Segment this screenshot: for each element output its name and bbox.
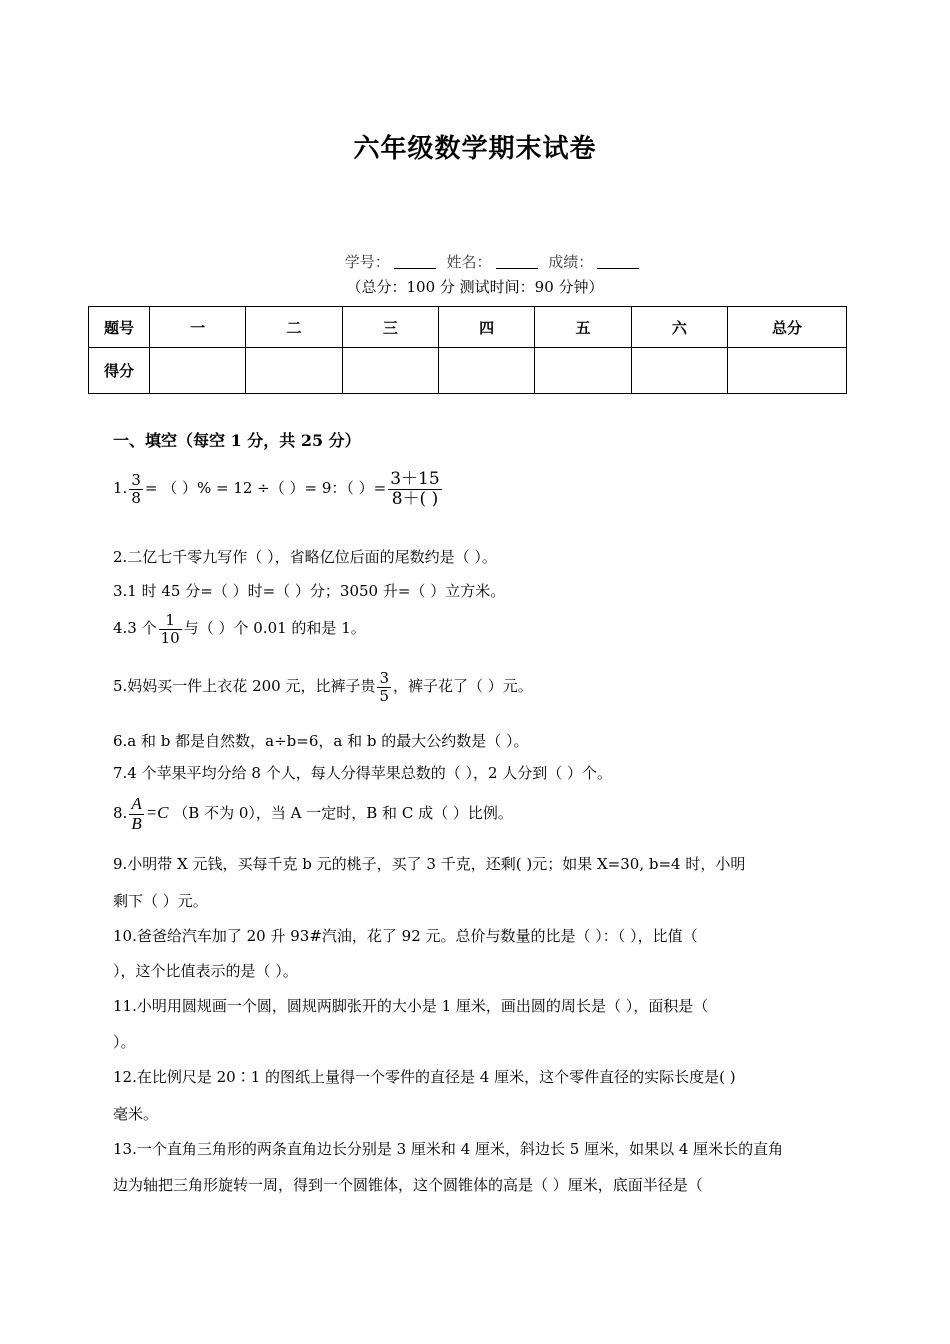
exam-subtitle: （总分：100 分 测试时间：90 分钟） bbox=[346, 278, 604, 296]
question-13-line-1: 13.一个直角三角形的两条直角边长分别是 3 厘米和 4 厘米，斜边长 5 厘米，如果以 4 厘米长的直角 bbox=[113, 1140, 784, 1158]
question-3: 3.1 时 45 分=（ ）时=（ ）分；3050 升=（ ）立方米。 bbox=[113, 582, 506, 600]
question-6: 6.a 和 b 都是自然数，a÷b=6，a 和 b 的最大公约数是（ ）。 bbox=[113, 732, 529, 750]
question-7: 7.4 个苹果平均分给 8 个人，每人分得苹果总数的（ ），2 人分到（ ）个。 bbox=[113, 764, 613, 782]
student-name-label: 姓名： bbox=[446, 253, 492, 271]
score-table-header-row bbox=[89, 307, 847, 348]
question-5: 5.妈妈买一件上衣花 200 元，比裤子贵 $\frac{3}{5}$ ，裤子花了（ ）元。 bbox=[113, 669, 533, 705]
score-cell[interactable] bbox=[246, 348, 342, 394]
fraction: $\frac{A}{B}$ bbox=[131, 794, 142, 833]
question-11-line-2: ）。 bbox=[113, 1033, 136, 1051]
score-cell[interactable] bbox=[631, 348, 727, 394]
header-cell: 四 bbox=[438, 307, 534, 348]
question-4: 4.3 个 $\frac{1}{10}$ 与（ ）个 0.01 的和是 1。 bbox=[113, 611, 366, 647]
score-cell[interactable] bbox=[728, 348, 847, 394]
score-cell[interactable] bbox=[150, 348, 246, 394]
fraction: $\frac{3}{5}$ bbox=[379, 669, 390, 705]
header-cell: 总分 bbox=[728, 307, 847, 348]
student-id-label: 学号： bbox=[344, 253, 390, 271]
question-2: 2.二亿七千零九写作（ ），省略亿位后面的尾数约是（ ）。 bbox=[113, 548, 497, 566]
score-blank[interactable] bbox=[597, 254, 639, 269]
score-table bbox=[88, 306, 847, 394]
student-name-blank[interactable] bbox=[496, 254, 538, 269]
fraction: $\frac{3}{8}$ bbox=[131, 471, 141, 507]
student-info bbox=[0, 251, 950, 272]
question-13-line-2: 边为轴把三角形旋转一周，得到一个圆锥体，这个圆锥体的高是（ ）厘米，底面半径是（ bbox=[113, 1176, 703, 1194]
question-9-line-1: 9.小明带 X 元钱，买每千克 b 元的桃子，买了 3 千克，还剩( )元；如果 X=30, b=4 时，小明 bbox=[113, 855, 746, 873]
fraction: $\frac{1}{10}$ bbox=[160, 611, 180, 647]
header-cell: 题号 bbox=[89, 307, 150, 348]
score-cell[interactable] bbox=[438, 348, 534, 394]
row-label-cell: 得分 bbox=[89, 348, 150, 394]
question-8: 8. $\frac{A}{B}$ =C （B 不为 0），当 A 一定时，B 和 C 成（ ）比例。 bbox=[113, 794, 513, 833]
question-12-line-1: 12.在比例尺是 20∶1 的图纸上量得一个零件的直径是 4 厘米，这个零件直径的实际长度是( ) bbox=[113, 1068, 736, 1086]
question-9-line-2: 剩下（ ）元。 bbox=[113, 892, 208, 910]
header-cell: 六 bbox=[631, 307, 727, 348]
page-title: 六年级数学期末试卷 bbox=[353, 134, 597, 164]
header-cell: 一 bbox=[150, 307, 246, 348]
score-cell[interactable] bbox=[535, 348, 631, 394]
header-cell: 三 bbox=[342, 307, 438, 348]
section-1-title: 一、填空（每空 1 分，共 25 分） bbox=[113, 431, 361, 450]
fraction: $\frac{3+15}{8+( )}$ bbox=[390, 469, 440, 509]
question-10-line-2: ），这个比值表示的是（ ）。 bbox=[113, 962, 298, 980]
header-cell: 二 bbox=[246, 307, 342, 348]
question-1: 1. $\frac{3}{8}$ = （ ）% = 12 ÷（ ）= 9：（ ）= $\frac{3+15}{8+( )}$ bbox=[113, 469, 440, 509]
question-10-line-1: 10.爸爸给汽车加了 20 升 93#汽油，花了 92 元。总价与数量的比是（ ）：（ ），比值（ bbox=[113, 927, 698, 945]
score-cell[interactable] bbox=[342, 348, 438, 394]
student-id-blank[interactable] bbox=[394, 254, 436, 269]
question-11-line-1: 11.小明用圆规画一个圆，圆规两脚张开的大小是 1 厘米，画出圆的周长是（ ），面积是（ bbox=[113, 997, 709, 1015]
question-12-line-2: 毫米。 bbox=[113, 1105, 159, 1123]
header-cell: 五 bbox=[535, 307, 631, 348]
score-table-score-row bbox=[89, 348, 847, 394]
score-label: 成绩： bbox=[548, 253, 594, 271]
